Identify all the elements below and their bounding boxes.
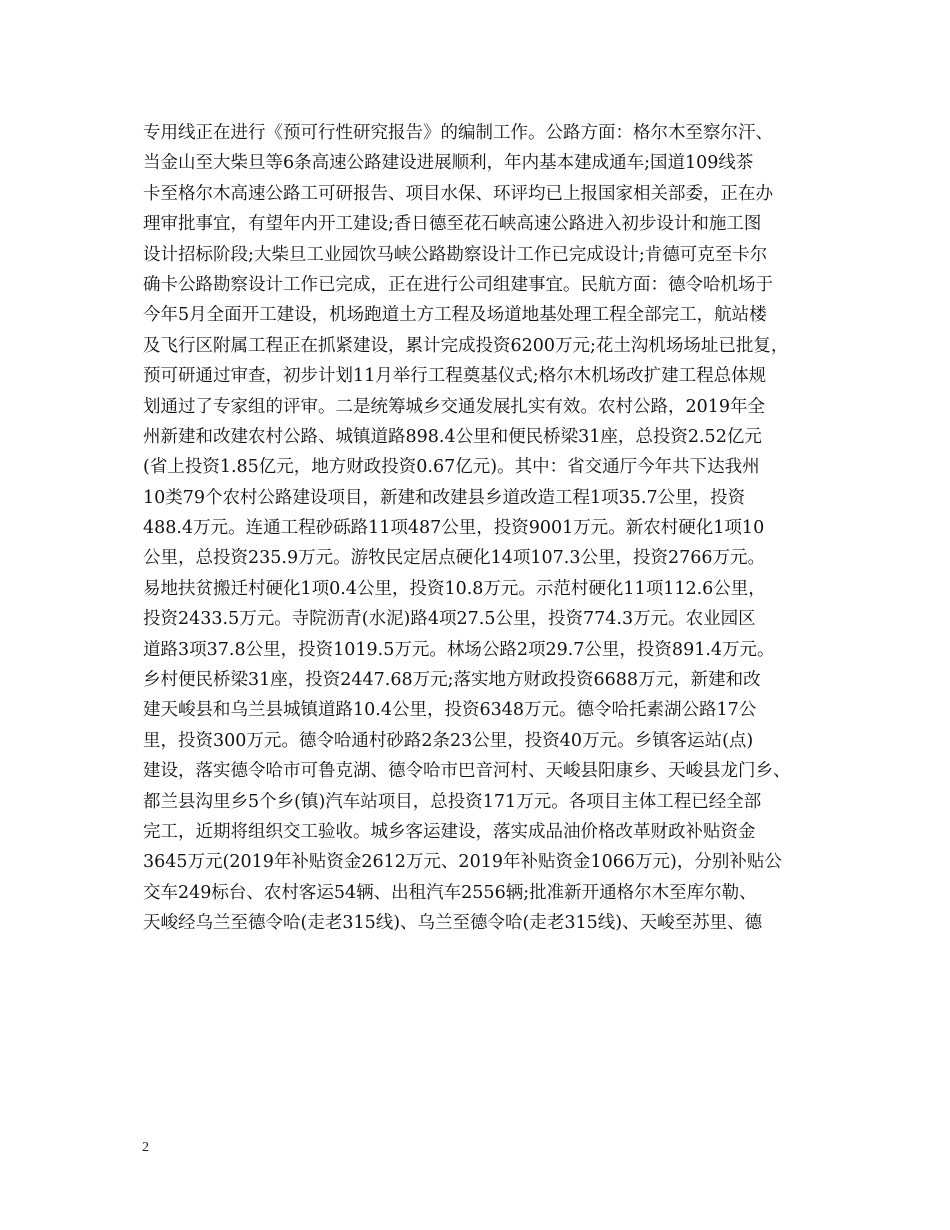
- text-line: 3645万元(2019年补贴资金2612万元、2019年补贴资金1066万元)，分别补贴公: [143, 852, 782, 873]
- body-text: [143, 118, 823, 939]
- text-line: 里，投资300万元。德令哈通村砂路2条23公里，投资40万元。乡镇客运站(点): [143, 730, 754, 751]
- page-number: 2: [142, 1140, 149, 1155]
- text-line: 建设，落实德令哈市可鲁克湖、德令哈市巴音河村、天峻县阳康乡、天峻县龙门乡、: [143, 761, 791, 782]
- text-line: 公里，总投资235.9万元。游牧民定居点硬化14项107.3公里，投资2766万元。: [143, 548, 765, 569]
- text-line: 划通过了专家组的评审。二是统筹城乡交通发展扎实有效。农村公路，2019年全: [143, 396, 766, 417]
- text-line: 道路3项37.8公里，投资1019.5万元。林场公路2项29.7公里，投资891.4万元。: [143, 639, 775, 660]
- text-line: 确卡公路勘察设计工作已完成，正在进行公司组建事宜。民航方面：德令哈机场于: [143, 274, 773, 295]
- text-line: 乡村便民桥梁31座，投资2447.68万元;落实地方财政投资6688万元，新建和改: [143, 670, 761, 691]
- text-line: 预可研通过审查，初步计划11月举行工程奠基仪式;格尔木机场改扩建工程总体规: [143, 366, 767, 387]
- text-line: 设计招标阶段;大柴旦工业园饮马峡公路勘察设计工作已完成设计;肯德可克至卡尔: [143, 244, 768, 265]
- text-line: 专用线正在进行《预可行性研究报告》的编制工作。公路方面：格尔木至察尔汗、: [143, 123, 773, 143]
- text-line: 卡至格尔木高速公路工可研报告、项目水保、环评均已上报国家相关部委，正在办: [143, 183, 773, 204]
- text-line: 天峻经乌兰至德令哈(走老315线)、乌兰至德令哈(走老315线)、天峻至苏里、德: [143, 913, 763, 934]
- text-line: 当金山至大柴旦等6条高速公路建设进展顺利，年内基本建成通车;国道109线茶: [143, 153, 754, 174]
- text-line: (省上投资1.85亿元，地方财政投资0.67亿元)。其中：省交通厅今年共下达我州: [143, 457, 760, 478]
- text-line: 及飞行区附属工程正在抓紧建设，累计完成投资6200万元;花土沟机场场址已批复，: [143, 335, 789, 356]
- text-line: 建天峻县和乌兰县城镇道路10.4公里，投资6348万元。德令哈托素湖公路17公: [143, 700, 757, 721]
- text-line: 州新建和改建农村公路、城镇道路898.4公里和便民桥梁31座，总投资2.52亿元: [143, 426, 762, 447]
- text-line: 完工，近期将组织交工验收。城乡客运建设，落实成品油价格改革财政补贴资金: [143, 821, 756, 842]
- text-line: 都兰县沟里乡5个乡(镇)汽车站项目，总投资171万元。各项目主体工程已经全部: [143, 791, 762, 812]
- text-line: 易地扶贫搬迁村硬化1项0.4公里，投资10.8万元。示范村硬化11项112.6公里，: [143, 578, 766, 599]
- text-line: 投资2433.5万元。寺院沥青(水泥)路4项27.5公里，投资774.3万元。农业园区: [143, 609, 756, 630]
- text-line: 交车249标台、农村客运54辆、出租汽车2556辆;批准新开通格尔木至库尔勒、: [143, 882, 757, 903]
- text-line: 理审批事宜，有望年内开工建设;香日德至花石峡高速公路进入初步设计和施工图: [143, 214, 762, 235]
- text-line: 今年5月全面开工建设，机场跑道土方工程及场道地基处理工程全部完工，航站楼: [143, 305, 767, 326]
- text-line: 488.4万元。连通工程砂砾路11项487公里，投资9001万元。新农村硬化1项10: [143, 518, 765, 539]
- text-line: 10类79个农村公路建设项目，新建和改建县乡道改造工程1项35.7公里，投资: [143, 487, 746, 508]
